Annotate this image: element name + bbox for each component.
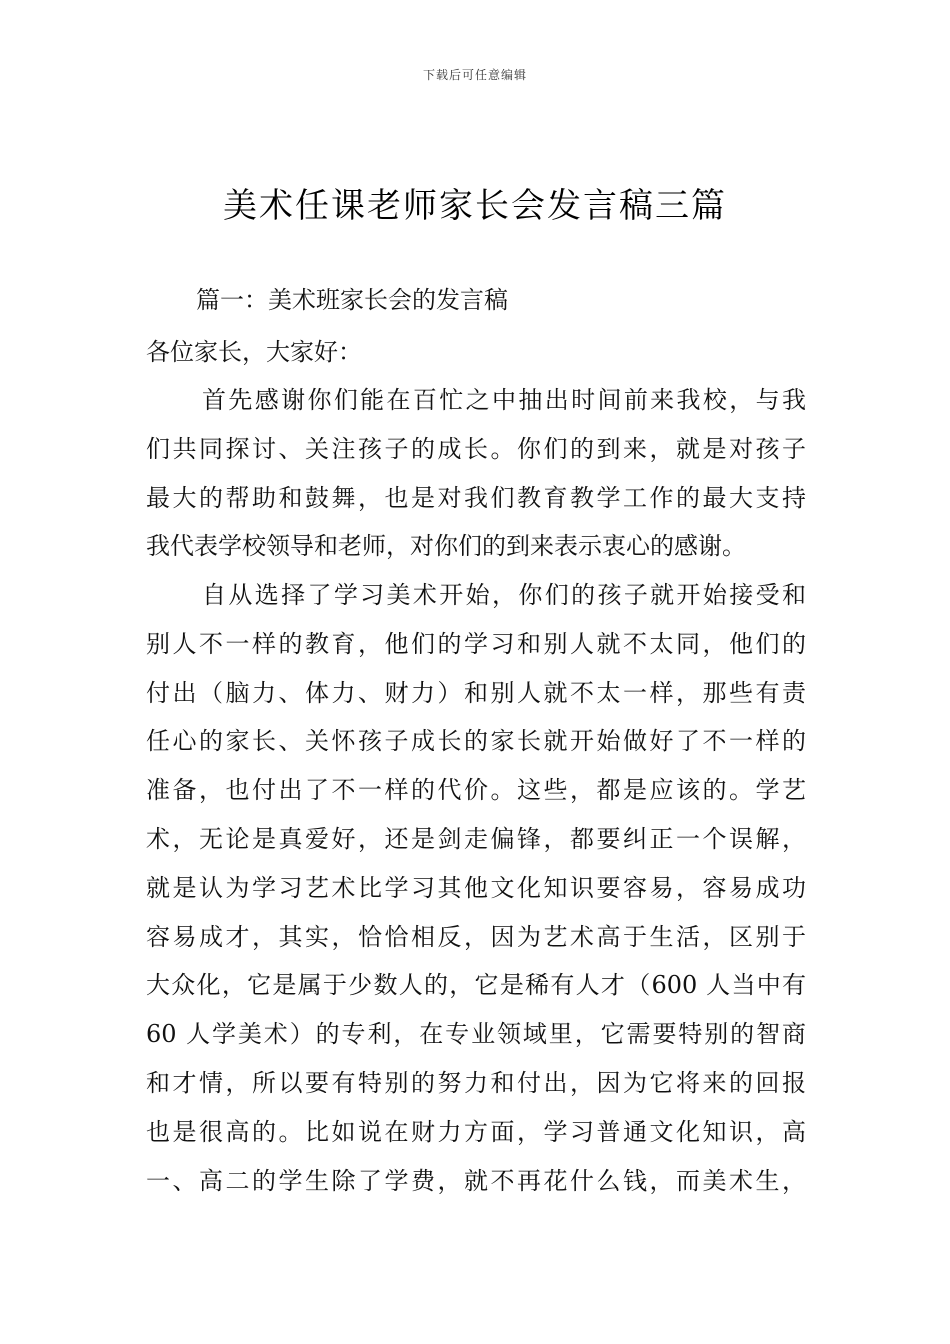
paragraph-line: 术，无论是真爱好，还是剑走偏锋，都要纠正一个误解， (146, 824, 806, 853)
paragraph-line: 和才情，所以要有特别的努力和付出，因为它将来的回报 (146, 1068, 806, 1097)
paragraph-line: 60 人学美术）的专利，在专业领域里，它需要特别的智商 (146, 1020, 806, 1049)
paragraph-line: 一、高二的学生除了学费，就不再花什么钱，而美术生， (146, 1166, 806, 1195)
paragraph-line: 我代表学校领导和老师，对你们的到来表示衷心的感谢。 (146, 532, 746, 561)
paragraph-line: 付出（脑力、体力、财力）和别人就不太一样，那些有责 (146, 678, 806, 707)
paragraph-1 (146, 376, 806, 571)
section-heading: 篇一：美术班家长会的发言稿 (196, 286, 508, 314)
paragraph-line: 们共同探讨、关注孩子的成长。你们的到来，就是对孩子 (146, 434, 806, 463)
paragraph-line: 自从选择了学习美术开始，你们的孩子就开始接受和 (202, 581, 806, 609)
paragraph-line: 别人不一样的教育，他们的学习和别人就不太同，他们的 (146, 629, 806, 658)
paragraph-line: 首先感谢你们能在百忙之中抽出时间前来我校，与我 (202, 386, 806, 414)
paragraph-2 (146, 571, 806, 1205)
paragraph-line: 任心的家长、关怀孩子成长的家长就开始做好了不一样的 (146, 727, 806, 756)
salutation: 各位家长，大家好： (146, 338, 362, 366)
paragraph-line: 大众化，它是属于少数人的，它是稀有人才（600 人当中有 (146, 971, 806, 1000)
header-note: 下载后可任意编辑 (422, 68, 527, 82)
paragraph-line: 也是很高的。比如说在财力方面，学习普通文化知识，高 (146, 1117, 806, 1146)
paragraph-line: 就是认为学习艺术比学习其他文化知识要容易，容易成功 (146, 873, 806, 902)
document-title: 美术任课老师家长会发言稿三篇 (223, 186, 727, 226)
paragraph-line: 容易成才，其实，恰恰相反，因为艺术高于生活，区别于 (146, 922, 806, 951)
paragraph-line: 最大的帮助和鼓舞，也是对我们教育教学工作的最大支持 (146, 483, 806, 512)
paragraph-line: 准备，也付出了不一样的代价。这些，都是应该的。学艺 (146, 776, 806, 805)
